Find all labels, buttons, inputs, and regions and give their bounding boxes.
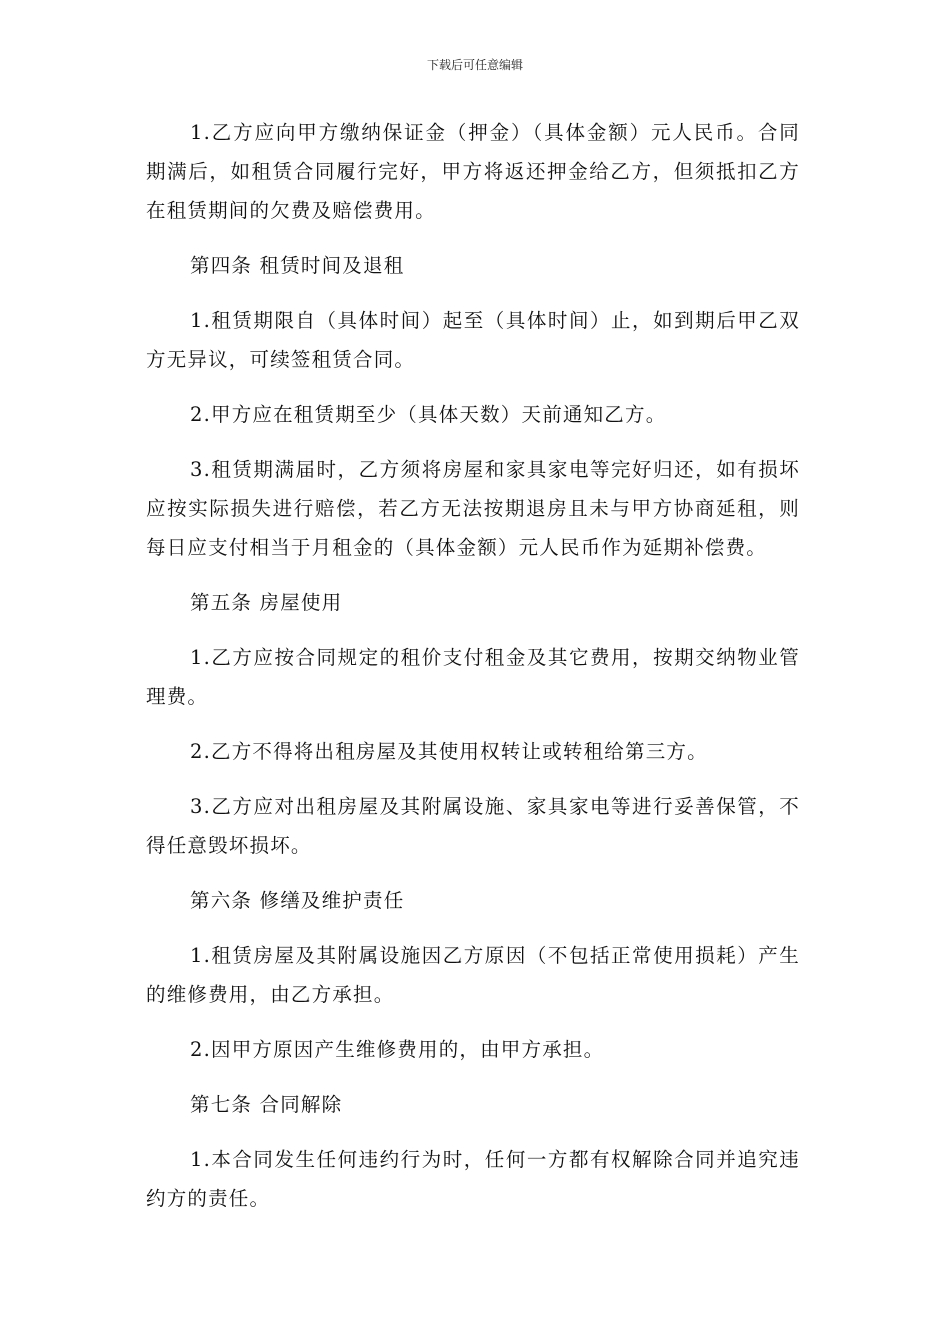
- article-6-heading: 第六条 修缮及维护责任: [190, 889, 405, 912]
- paragraph-notice: 2.甲方应在租赁期至少（具体天数）天前通知乙方。: [190, 403, 667, 426]
- document-body: [146, 113, 800, 1234]
- paragraph-rent-payment: 1.乙方应按合同规定的租价支付租金及其它费用，按期交纳物业管理费。: [146, 646, 800, 708]
- article-7-heading: 第七条 合同解除: [190, 1093, 343, 1116]
- paragraph-no-sublet: 2.乙方不得将出租房屋及其使用权转让或转租给第三方。: [190, 740, 708, 763]
- paragraph-lease-term: 1.租赁期限自（具体时间）起至（具体时间）止，如到期后甲乙双方无异议，可续签租赁合同。: [146, 309, 800, 371]
- paragraph-termination: 1.本合同发生任何违约行为时，任何一方都有权解除合同并追究违约方的责任。: [146, 1148, 800, 1210]
- article-5-heading: 第五条 房屋使用: [190, 591, 343, 614]
- paragraph-repair-tenant: 1.租赁房屋及其附属设施因乙方原因（不包括正常使用损耗）产生的维修费用，由乙方承担。: [146, 944, 800, 1006]
- paragraph-care: 3.乙方应对出租房屋及其附属设施、家具家电等进行妥善保管，不得任意毁坏损坏。: [146, 795, 800, 857]
- article-4-heading: 第四条 租赁时间及退租: [190, 254, 405, 277]
- paragraph-return: 3.租赁期满届时，乙方须将房屋和家具家电等完好归还，如有损坏应按实际损失进行赔偿，若乙方无法按期退房且未与甲方协商延租，则每日应支付相当于月租金的（具体金额）元人民币作为延期补偿费。: [146, 458, 800, 559]
- paragraph-repair-landlord: 2.因甲方原因产生维修费用的，由甲方承担。: [190, 1038, 605, 1061]
- paragraph-deposit: 1.乙方应向甲方缴纳保证金（押金）（具体金额）元人民币。合同期满后，如租赁合同履行完好，甲方将返还押金给乙方，但须抵扣乙方在租赁期间的欠费及赔偿费用。: [146, 121, 800, 222]
- page-header-note: 下载后可任意编辑: [426, 58, 523, 72]
